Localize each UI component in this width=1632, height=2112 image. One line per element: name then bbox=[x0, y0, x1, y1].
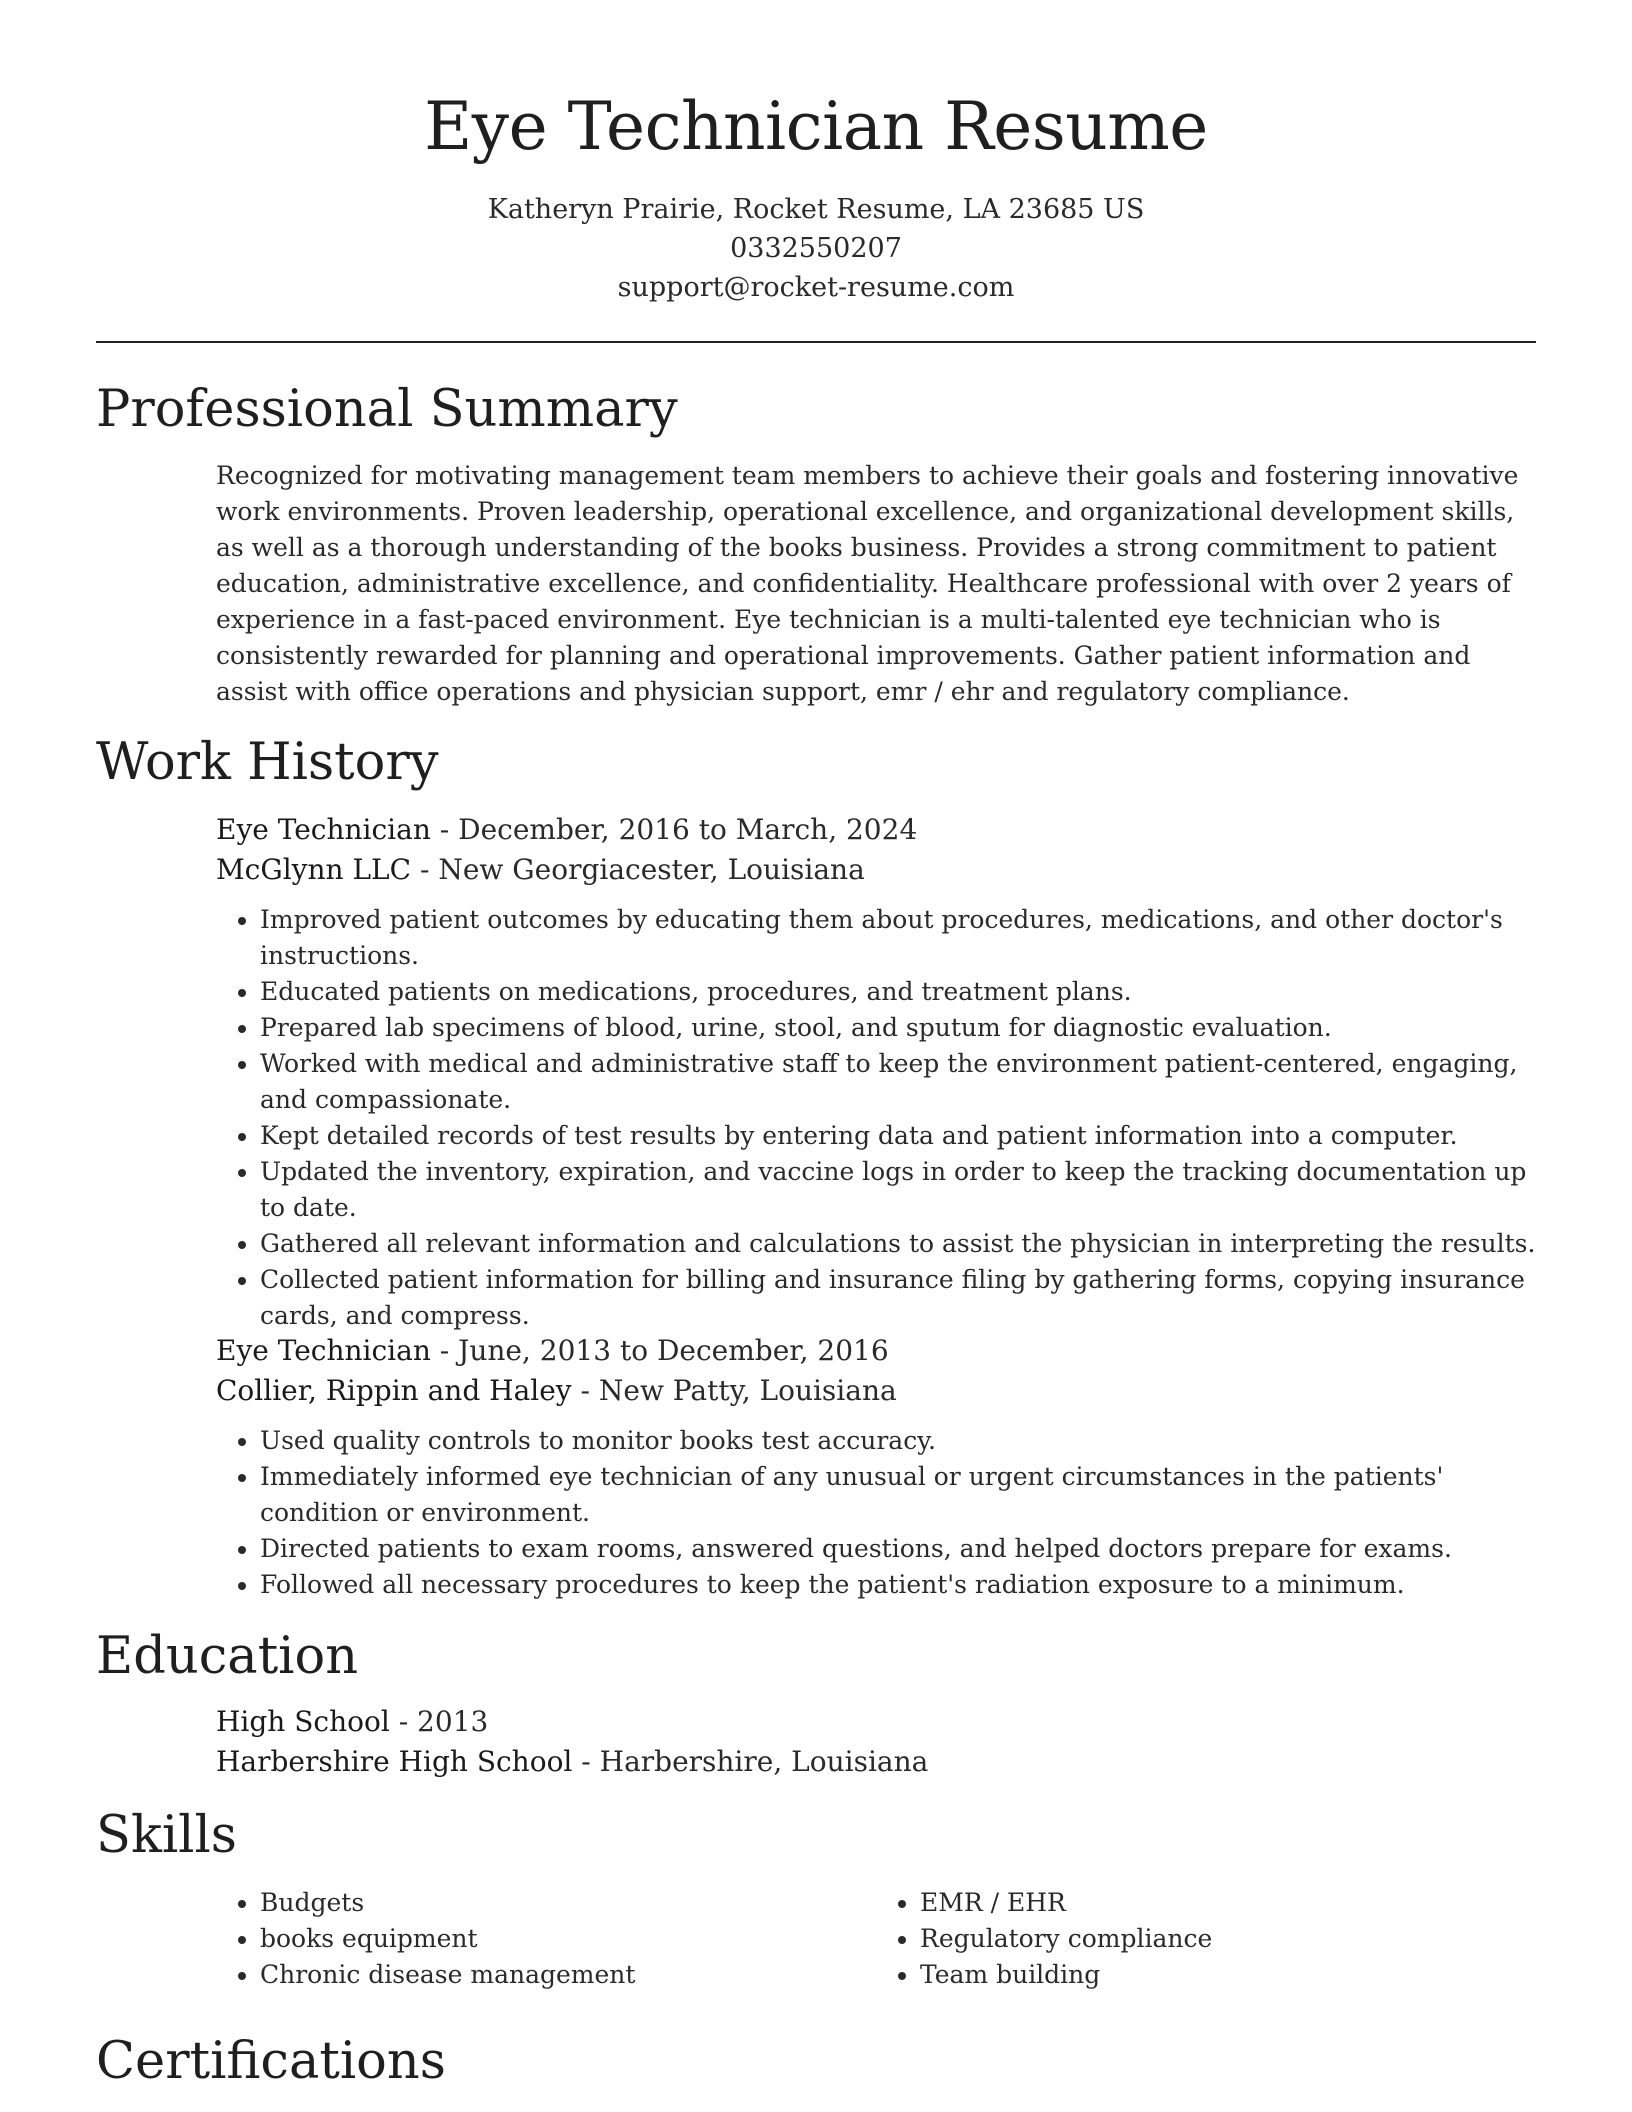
list-item: • Prepared lab specimens of blood, urine, stool, and sputum for diagnostic evaluation. bbox=[260, 1010, 1536, 1046]
list-item: • Immediately informed eye technician of any unusual or urgent circumstances in the patients' condition or environment. bbox=[260, 1459, 1536, 1531]
section-title-work-history: Work History bbox=[96, 733, 439, 792]
job-duties-list bbox=[216, 902, 1536, 1334]
resume-title: Eye Technician Resume bbox=[424, 88, 1208, 165]
skills-column-left bbox=[216, 1885, 876, 1993]
resume-header bbox=[0, 0, 1632, 307]
contact-phone: 0332550207 bbox=[730, 233, 902, 264]
list-item: • Collected patient information for billing and insurance filing by gathering forms, copying insurance cards, and compress. bbox=[260, 1262, 1536, 1334]
skill-item: • Regulatory compliance bbox=[920, 1921, 1536, 1957]
section-title-education: Education bbox=[96, 1627, 359, 1686]
education-entry bbox=[216, 1702, 1536, 1782]
job-company: McGlynn LLC bbox=[216, 853, 412, 886]
job-title: Eye Technician bbox=[216, 813, 431, 846]
education-school-line bbox=[216, 1742, 1536, 1782]
list-item: • Improved patient outcomes by educating them about procedures, medications, and other doctor's instructions. bbox=[260, 902, 1536, 974]
section-title-certifications: Certifications bbox=[96, 2032, 446, 2091]
list-item: • Updated the inventory, expiration, and vaccine logs in order to keep the tracking documentation up to date. bbox=[260, 1154, 1536, 1226]
contact-email: support@rocket-resume.com bbox=[617, 272, 1015, 303]
job-title-line bbox=[216, 810, 1536, 850]
job-dates: - June, 2013 to December, 2016 bbox=[430, 1334, 889, 1367]
list-item: • Followed all necessary procedures to keep the patient's radiation exposure to a minimum. bbox=[260, 1567, 1536, 1603]
job-dates: - December, 2016 to March, 2024 bbox=[430, 813, 918, 846]
skill-item: • Budgets bbox=[260, 1885, 876, 1921]
job-company-line bbox=[216, 850, 1536, 890]
education-degree: High School bbox=[216, 1705, 390, 1738]
education-school: Harbershire High School bbox=[216, 1745, 573, 1778]
skill-item: • Chronic disease management bbox=[260, 1957, 876, 1993]
header-divider bbox=[96, 341, 1536, 343]
job-company: Collier, Rippin and Haley bbox=[216, 1374, 572, 1407]
education-location: - Harbershire, Louisiana bbox=[572, 1745, 929, 1778]
skill-item: • EMR / EHR bbox=[920, 1885, 1536, 1921]
section-title-skills: Skills bbox=[96, 1806, 237, 1865]
job-title-line bbox=[216, 1331, 1536, 1371]
skills-column-right bbox=[876, 1885, 1536, 1993]
list-item: • Directed patients to exam rooms, answered questions, and helped doctors prepare for exams. bbox=[260, 1531, 1536, 1567]
list-item: • Used quality controls to monitor books test accuracy. bbox=[260, 1423, 1536, 1459]
job-location: - New Patty, Louisiana bbox=[571, 1374, 897, 1407]
job-entry-2 bbox=[216, 1331, 1536, 1603]
list-item: • Educated patients on medications, procedures, and treatment plans. bbox=[260, 974, 1536, 1010]
contact-block bbox=[0, 190, 1632, 307]
section-title-summary: Professional Summary bbox=[96, 380, 678, 439]
list-item: • Worked with medical and administrative staff to keep the environment patient-centered, engaging, and compassionate. bbox=[260, 1046, 1536, 1118]
list-item: • Gathered all relevant information and calculations to assist the physician in interpreting the results. bbox=[260, 1226, 1536, 1262]
education-degree-line bbox=[216, 1702, 1536, 1742]
job-title: Eye Technician bbox=[216, 1334, 431, 1367]
job-duties-list bbox=[216, 1423, 1536, 1603]
job-location: - New Georgiacester, Louisiana bbox=[411, 853, 865, 886]
contact-address: Katheryn Prairie, Rocket Resume, LA 23685 US bbox=[487, 194, 1145, 225]
skills-list bbox=[216, 1885, 1536, 1993]
job-company-line bbox=[216, 1371, 1536, 1411]
job-entry-1 bbox=[216, 810, 1536, 1334]
skill-item: • Team building bbox=[920, 1957, 1536, 1993]
education-year: - 2013 bbox=[389, 1705, 489, 1738]
list-item: • Kept detailed records of test results by entering data and patient information into a computer. bbox=[260, 1118, 1536, 1154]
skill-item: • books equipment bbox=[260, 1921, 876, 1957]
summary-text: Recognized for motivating management team members to achieve their goals and fostering innovative work environments. Proven leadership, operational excellence, and organizational development skills, as well as a thorough understanding of the books business. Provides a strong commitment to patient education, administrative excellence, and confidentiality. Healthcare professional with over 2 years of experience in a fast-paced environment. Eye technician is a multi-talented eye technician who is consistently rewarded for planning and operational improvements. Gather patient information and assist with office operations and physician support, emr / ehr and regulatory compliance. bbox=[216, 461, 1519, 706]
